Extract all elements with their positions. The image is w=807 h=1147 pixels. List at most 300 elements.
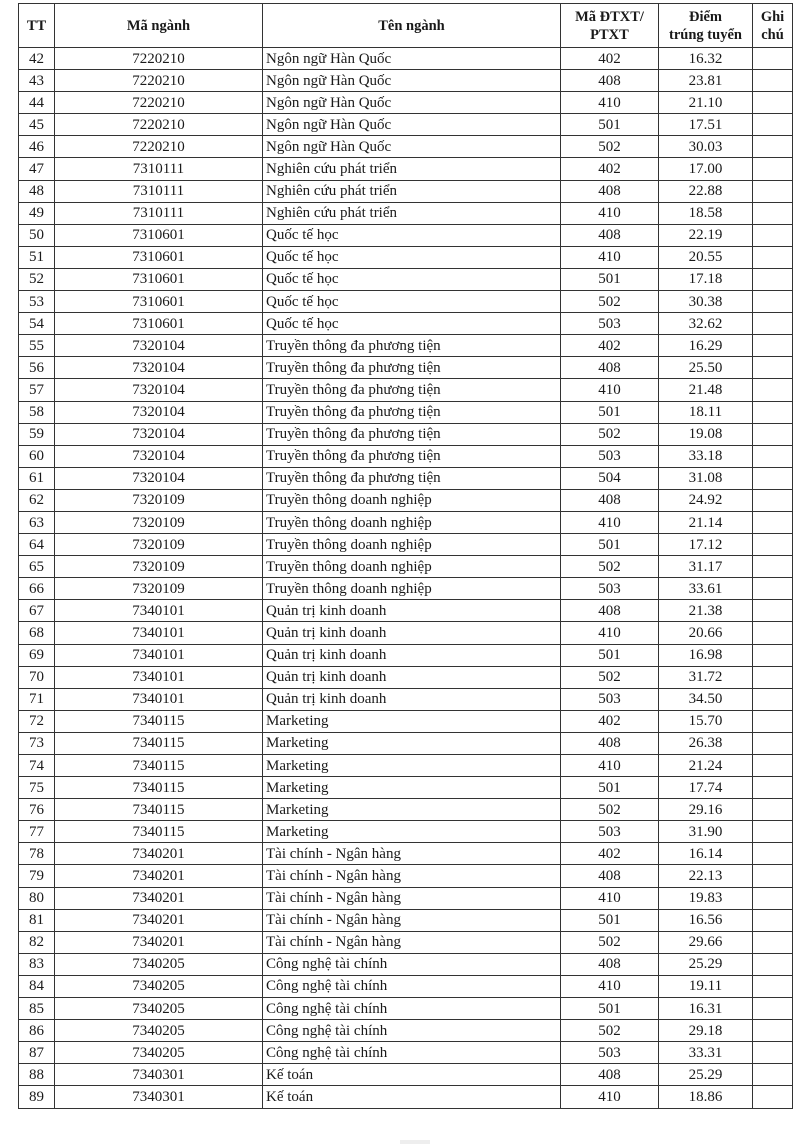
cell-ma-nganh: 7320104 <box>55 401 263 423</box>
cell-tt: 59 <box>19 423 55 445</box>
cell-ma-dtxt: 408 <box>561 865 659 887</box>
page-number-faint <box>400 1140 430 1144</box>
cell-ten-nganh: Truyền thông đa phương tiện <box>263 445 561 467</box>
cell-ma-nganh: 7220210 <box>55 114 263 136</box>
cell-diem: 22.19 <box>659 224 753 246</box>
table-row <box>19 953 793 975</box>
cell-ten-nganh: Công nghệ tài chính <box>263 998 561 1020</box>
cell-ma-dtxt: 501 <box>561 114 659 136</box>
cell-ma-dtxt: 504 <box>561 467 659 489</box>
header-tt-label: TT <box>26 17 47 34</box>
cell-tt: 74 <box>19 755 55 777</box>
cell-tt: 77 <box>19 821 55 843</box>
header-row <box>19 4 793 48</box>
cell-ten-nganh: Tài chính - Ngân hàng <box>263 887 561 909</box>
cell-ghi-chu <box>753 688 793 710</box>
cell-tt: 86 <box>19 1020 55 1042</box>
cell-tt: 47 <box>19 158 55 180</box>
table-row <box>19 688 793 710</box>
cell-ma-dtxt: 408 <box>561 1064 659 1086</box>
table-row <box>19 975 793 997</box>
cell-ten-nganh: Tài chính - Ngân hàng <box>263 865 561 887</box>
cell-ten-nganh: Marketing <box>263 799 561 821</box>
cell-ghi-chu <box>753 666 793 688</box>
cell-ma-dtxt: 503 <box>561 688 659 710</box>
cell-diem: 29.16 <box>659 799 753 821</box>
cell-diem: 33.61 <box>659 578 753 600</box>
cell-ma-dtxt: 502 <box>561 799 659 821</box>
cell-ten-nganh: Quốc tế học <box>263 246 561 268</box>
cell-diem: 32.62 <box>659 313 753 335</box>
cell-tt: 50 <box>19 224 55 246</box>
cell-ma-nganh: 7320104 <box>55 379 263 401</box>
cell-ten-nganh: Truyền thông đa phương tiện <box>263 401 561 423</box>
cell-ten-nganh: Tài chính - Ngân hàng <box>263 909 561 931</box>
table-row <box>19 534 793 556</box>
cell-ten-nganh: Marketing <box>263 710 561 732</box>
cell-ma-dtxt: 410 <box>561 92 659 114</box>
cell-ma-nganh: 7340201 <box>55 931 263 953</box>
cell-diem: 17.00 <box>659 158 753 180</box>
cell-tt: 44 <box>19 92 55 114</box>
table-row <box>19 1086 793 1108</box>
cell-ma-nganh: 7320104 <box>55 423 263 445</box>
cell-tt: 76 <box>19 799 55 821</box>
cell-ma-nganh: 7340201 <box>55 865 263 887</box>
cell-ghi-chu <box>753 357 793 379</box>
table-row <box>19 887 793 909</box>
cell-ghi-chu <box>753 710 793 732</box>
cell-ghi-chu <box>753 777 793 799</box>
cell-ma-dtxt: 408 <box>561 180 659 202</box>
cell-diem: 31.72 <box>659 666 753 688</box>
cell-ghi-chu <box>753 48 793 70</box>
cell-diem: 33.31 <box>659 1042 753 1064</box>
cell-tt: 88 <box>19 1064 55 1086</box>
cell-ma-nganh: 7310111 <box>55 202 263 224</box>
header-diem <box>659 4 753 48</box>
cell-diem: 16.56 <box>659 909 753 931</box>
cell-ma-nganh: 7340101 <box>55 600 263 622</box>
cell-ghi-chu <box>753 622 793 644</box>
cell-tt: 57 <box>19 379 55 401</box>
cell-ten-nganh: Truyền thông doanh nghiệp <box>263 534 561 556</box>
table-row <box>19 180 793 202</box>
cell-tt: 82 <box>19 931 55 953</box>
cell-ma-nganh: 7340115 <box>55 755 263 777</box>
cell-ghi-chu <box>753 445 793 467</box>
cell-ma-dtxt: 503 <box>561 313 659 335</box>
cell-ghi-chu <box>753 158 793 180</box>
cell-ma-nganh: 7340205 <box>55 1020 263 1042</box>
cell-ma-dtxt: 408 <box>561 357 659 379</box>
table-row <box>19 931 793 953</box>
cell-ma-nganh: 7320104 <box>55 335 263 357</box>
header-diem-line2: trúng tuyển <box>669 26 742 43</box>
cell-ghi-chu <box>753 401 793 423</box>
cell-ma-nganh: 7340201 <box>55 909 263 931</box>
cell-ten-nganh: Quản trị kinh doanh <box>263 622 561 644</box>
cell-ten-nganh: Ngôn ngữ Hàn Quốc <box>263 136 561 158</box>
cell-tt: 89 <box>19 1086 55 1108</box>
cell-ma-dtxt: 502 <box>561 556 659 578</box>
cell-diem: 15.70 <box>659 710 753 732</box>
table-row <box>19 843 793 865</box>
cell-tt: 62 <box>19 489 55 511</box>
cell-ghi-chu <box>753 489 793 511</box>
cell-ten-nganh: Truyền thông đa phương tiện <box>263 467 561 489</box>
cell-ma-nganh: 7310601 <box>55 313 263 335</box>
table-row <box>19 445 793 467</box>
cell-tt: 80 <box>19 887 55 909</box>
cell-tt: 81 <box>19 909 55 931</box>
cell-diem: 22.88 <box>659 180 753 202</box>
cell-ghi-chu <box>753 931 793 953</box>
cell-ghi-chu <box>753 998 793 1020</box>
cell-diem: 17.12 <box>659 534 753 556</box>
cell-ghi-chu <box>753 865 793 887</box>
cell-tt: 87 <box>19 1042 55 1064</box>
cell-ten-nganh: Quốc tế học <box>263 268 561 290</box>
cell-ma-nganh: 7320104 <box>55 445 263 467</box>
cell-ghi-chu <box>753 70 793 92</box>
cell-diem: 33.18 <box>659 445 753 467</box>
cell-ma-nganh: 7320104 <box>55 357 263 379</box>
cell-ten-nganh: Truyền thông đa phương tiện <box>263 335 561 357</box>
header-ma-dtxt <box>561 4 659 48</box>
cell-ghi-chu <box>753 578 793 600</box>
cell-ma-dtxt: 408 <box>561 224 659 246</box>
table-row <box>19 313 793 335</box>
table-row <box>19 92 793 114</box>
cell-ma-nganh: 7340205 <box>55 953 263 975</box>
cell-ma-dtxt: 501 <box>561 268 659 290</box>
cell-ten-nganh: Truyền thông doanh nghiệp <box>263 556 561 578</box>
cell-ghi-chu <box>753 799 793 821</box>
cell-ghi-chu <box>753 644 793 666</box>
cell-ghi-chu <box>753 534 793 556</box>
cell-ghi-chu <box>753 246 793 268</box>
cell-ma-nganh: 7340115 <box>55 732 263 754</box>
cell-ma-nganh: 7340101 <box>55 688 263 710</box>
cell-ten-nganh: Công nghệ tài chính <box>263 1042 561 1064</box>
cell-diem: 21.14 <box>659 511 753 533</box>
cell-ma-nganh: 7220210 <box>55 92 263 114</box>
cell-ma-dtxt: 410 <box>561 755 659 777</box>
cell-ghi-chu <box>753 909 793 931</box>
cell-ghi-chu <box>753 136 793 158</box>
cell-ma-nganh: 7340115 <box>55 777 263 799</box>
cell-tt: 60 <box>19 445 55 467</box>
table-body <box>19 48 793 1109</box>
cell-diem: 30.03 <box>659 136 753 158</box>
cell-ma-nganh: 7340201 <box>55 843 263 865</box>
cell-diem: 16.32 <box>659 48 753 70</box>
cell-ghi-chu <box>753 953 793 975</box>
cell-ma-nganh: 7340101 <box>55 666 263 688</box>
cell-ma-dtxt: 408 <box>561 70 659 92</box>
cell-diem: 34.50 <box>659 688 753 710</box>
cell-diem: 21.38 <box>659 600 753 622</box>
table-row <box>19 821 793 843</box>
cell-tt: 45 <box>19 114 55 136</box>
cell-diem: 18.11 <box>659 401 753 423</box>
cell-tt: 79 <box>19 865 55 887</box>
cell-ma-dtxt: 502 <box>561 931 659 953</box>
cell-ma-dtxt: 503 <box>561 445 659 467</box>
cell-ma-nganh: 7340205 <box>55 1042 263 1064</box>
cell-ma-nganh: 7340205 <box>55 998 263 1020</box>
cell-tt: 43 <box>19 70 55 92</box>
cell-ghi-chu <box>753 467 793 489</box>
cell-ten-nganh: Ngôn ngữ Hàn Quốc <box>263 114 561 136</box>
header-tt <box>19 4 55 48</box>
table-row <box>19 246 793 268</box>
cell-ma-nganh: 7310111 <box>55 158 263 180</box>
cell-diem: 20.66 <box>659 622 753 644</box>
cell-tt: 65 <box>19 556 55 578</box>
cell-ma-dtxt: 502 <box>561 666 659 688</box>
cell-ten-nganh: Quản trị kinh doanh <box>263 666 561 688</box>
cell-diem: 31.17 <box>659 556 753 578</box>
table-row <box>19 291 793 313</box>
cell-diem: 25.50 <box>659 357 753 379</box>
cell-ten-nganh: Truyền thông đa phương tiện <box>263 423 561 445</box>
cell-diem: 29.66 <box>659 931 753 953</box>
table-row <box>19 136 793 158</box>
table-row <box>19 578 793 600</box>
cell-ma-dtxt: 501 <box>561 777 659 799</box>
table-row <box>19 202 793 224</box>
cell-ma-nganh: 7320109 <box>55 511 263 533</box>
cell-ma-dtxt: 502 <box>561 291 659 313</box>
cell-diem: 31.90 <box>659 821 753 843</box>
cell-ghi-chu <box>753 732 793 754</box>
table-row <box>19 777 793 799</box>
cell-tt: 72 <box>19 710 55 732</box>
cell-tt: 53 <box>19 291 55 313</box>
cell-ghi-chu <box>753 224 793 246</box>
cell-ma-dtxt: 502 <box>561 1020 659 1042</box>
table-row <box>19 158 793 180</box>
cell-tt: 83 <box>19 953 55 975</box>
cell-ghi-chu <box>753 556 793 578</box>
cell-ma-nganh: 7340301 <box>55 1086 263 1108</box>
cell-ma-dtxt: 503 <box>561 821 659 843</box>
cell-ma-dtxt: 410 <box>561 622 659 644</box>
cell-ma-dtxt: 402 <box>561 710 659 732</box>
cell-ghi-chu <box>753 92 793 114</box>
cell-tt: 85 <box>19 998 55 1020</box>
cell-tt: 54 <box>19 313 55 335</box>
cell-tt: 61 <box>19 467 55 489</box>
cell-ma-nganh: 7320104 <box>55 467 263 489</box>
table-row <box>19 379 793 401</box>
header-ghi-chu-line2: chú <box>761 26 784 43</box>
cell-diem: 25.29 <box>659 1064 753 1086</box>
table-row <box>19 357 793 379</box>
cell-diem: 18.86 <box>659 1086 753 1108</box>
cell-diem: 29.18 <box>659 1020 753 1042</box>
cell-ten-nganh: Công nghệ tài chính <box>263 975 561 997</box>
cell-tt: 84 <box>19 975 55 997</box>
cell-tt: 69 <box>19 644 55 666</box>
cell-ma-dtxt: 501 <box>561 644 659 666</box>
cell-ma-nganh: 7340301 <box>55 1064 263 1086</box>
cell-tt: 52 <box>19 268 55 290</box>
cell-ten-nganh: Quản trị kinh doanh <box>263 644 561 666</box>
cell-diem: 22.13 <box>659 865 753 887</box>
cell-ma-dtxt: 501 <box>561 534 659 556</box>
table-row <box>19 1064 793 1086</box>
cell-ghi-chu <box>753 821 793 843</box>
cell-diem: 23.81 <box>659 70 753 92</box>
cell-ma-nganh: 7220210 <box>55 70 263 92</box>
cell-tt: 51 <box>19 246 55 268</box>
header-ma-dtxt-line1: Mã ĐTXT/ <box>575 8 644 25</box>
cell-diem: 21.24 <box>659 755 753 777</box>
cell-tt: 49 <box>19 202 55 224</box>
table-row <box>19 423 793 445</box>
cell-ma-dtxt: 410 <box>561 975 659 997</box>
cell-ten-nganh: Quốc tế học <box>263 224 561 246</box>
cell-ghi-chu <box>753 887 793 909</box>
cell-ten-nganh: Công nghệ tài chính <box>263 953 561 975</box>
cell-ma-dtxt: 501 <box>561 401 659 423</box>
cell-ma-dtxt: 410 <box>561 379 659 401</box>
table-row <box>19 644 793 666</box>
cell-ma-dtxt: 402 <box>561 48 659 70</box>
table-row <box>19 467 793 489</box>
table-row <box>19 622 793 644</box>
cell-ghi-chu <box>753 114 793 136</box>
cell-ma-dtxt: 410 <box>561 887 659 909</box>
cell-ma-nganh: 7320109 <box>55 534 263 556</box>
cell-ma-dtxt: 410 <box>561 1086 659 1108</box>
admission-scores-table <box>18 3 793 1109</box>
cell-tt: 71 <box>19 688 55 710</box>
cell-ten-nganh: Truyền thông đa phương tiện <box>263 357 561 379</box>
cell-ma-nganh: 7220210 <box>55 48 263 70</box>
cell-ten-nganh: Ngôn ngữ Hàn Quốc <box>263 92 561 114</box>
cell-tt: 55 <box>19 335 55 357</box>
cell-diem: 16.98 <box>659 644 753 666</box>
cell-diem: 17.18 <box>659 268 753 290</box>
table-row <box>19 511 793 533</box>
cell-ma-nganh: 7310111 <box>55 180 263 202</box>
cell-ma-dtxt: 402 <box>561 843 659 865</box>
cell-diem: 25.29 <box>659 953 753 975</box>
cell-ghi-chu <box>753 755 793 777</box>
cell-diem: 17.74 <box>659 777 753 799</box>
table-row <box>19 909 793 931</box>
cell-ma-dtxt: 410 <box>561 202 659 224</box>
cell-ghi-chu <box>753 511 793 533</box>
cell-ma-dtxt: 502 <box>561 423 659 445</box>
cell-tt: 56 <box>19 357 55 379</box>
table-row <box>19 401 793 423</box>
cell-diem: 21.10 <box>659 92 753 114</box>
cell-ten-nganh: Marketing <box>263 755 561 777</box>
table-row <box>19 865 793 887</box>
cell-ma-nganh: 7310601 <box>55 268 263 290</box>
cell-ghi-chu <box>753 268 793 290</box>
table-row <box>19 224 793 246</box>
cell-ghi-chu <box>753 600 793 622</box>
cell-ten-nganh: Marketing <box>263 821 561 843</box>
cell-diem: 19.11 <box>659 975 753 997</box>
cell-tt: 66 <box>19 578 55 600</box>
cell-ten-nganh: Marketing <box>263 732 561 754</box>
cell-ma-nganh: 7340115 <box>55 799 263 821</box>
cell-tt: 58 <box>19 401 55 423</box>
cell-diem: 31.08 <box>659 467 753 489</box>
header-ma-dtxt-line2: PTXT <box>590 26 629 43</box>
cell-ten-nganh: Ngôn ngữ Hàn Quốc <box>263 48 561 70</box>
cell-ma-dtxt: 408 <box>561 489 659 511</box>
cell-diem: 21.48 <box>659 379 753 401</box>
cell-ten-nganh: Quản trị kinh doanh <box>263 688 561 710</box>
cell-ma-dtxt: 410 <box>561 511 659 533</box>
cell-ghi-chu <box>753 1020 793 1042</box>
table-row <box>19 600 793 622</box>
cell-ten-nganh: Nghiên cứu phát triển <box>263 180 561 202</box>
cell-diem: 16.14 <box>659 843 753 865</box>
cell-diem: 19.83 <box>659 887 753 909</box>
cell-ma-nganh: 7340101 <box>55 644 263 666</box>
cell-ten-nganh: Ngôn ngữ Hàn Quốc <box>263 70 561 92</box>
cell-ghi-chu <box>753 975 793 997</box>
cell-ma-nganh: 7320109 <box>55 578 263 600</box>
table-row <box>19 1042 793 1064</box>
cell-ma-nganh: 7310601 <box>55 246 263 268</box>
cell-ghi-chu <box>753 1042 793 1064</box>
cell-ma-nganh: 7310601 <box>55 224 263 246</box>
cell-ma-dtxt: 502 <box>561 136 659 158</box>
table-row <box>19 998 793 1020</box>
cell-ghi-chu <box>753 180 793 202</box>
cell-ten-nganh: Quốc tế học <box>263 313 561 335</box>
cell-ghi-chu <box>753 423 793 445</box>
cell-diem: 17.51 <box>659 114 753 136</box>
cell-ma-dtxt: 501 <box>561 909 659 931</box>
cell-diem: 26.38 <box>659 732 753 754</box>
cell-ten-nganh: Truyền thông doanh nghiệp <box>263 578 561 600</box>
cell-ma-nganh: 7320109 <box>55 489 263 511</box>
table-row <box>19 48 793 70</box>
cell-ma-dtxt: 402 <box>561 158 659 180</box>
cell-diem: 30.38 <box>659 291 753 313</box>
table-row <box>19 556 793 578</box>
cell-ghi-chu <box>753 335 793 357</box>
table-header <box>19 4 793 48</box>
header-ten-nganh-label: Tên ngành <box>378 17 445 34</box>
cell-ma-dtxt: 503 <box>561 1042 659 1064</box>
cell-ma-nganh: 7220210 <box>55 136 263 158</box>
table-row <box>19 710 793 732</box>
header-ma-nganh-label: Mã ngành <box>126 17 191 34</box>
cell-ma-nganh: 7340205 <box>55 975 263 997</box>
header-ma-nganh <box>55 4 263 48</box>
cell-ma-nganh: 7320109 <box>55 556 263 578</box>
cell-ghi-chu <box>753 379 793 401</box>
cell-ghi-chu <box>753 843 793 865</box>
cell-ten-nganh: Truyền thông doanh nghiệp <box>263 489 561 511</box>
cell-ten-nganh: Công nghệ tài chính <box>263 1020 561 1042</box>
cell-ma-nganh: 7340115 <box>55 821 263 843</box>
cell-ten-nganh: Tài chính - Ngân hàng <box>263 843 561 865</box>
cell-ten-nganh: Kế toán <box>263 1064 561 1086</box>
